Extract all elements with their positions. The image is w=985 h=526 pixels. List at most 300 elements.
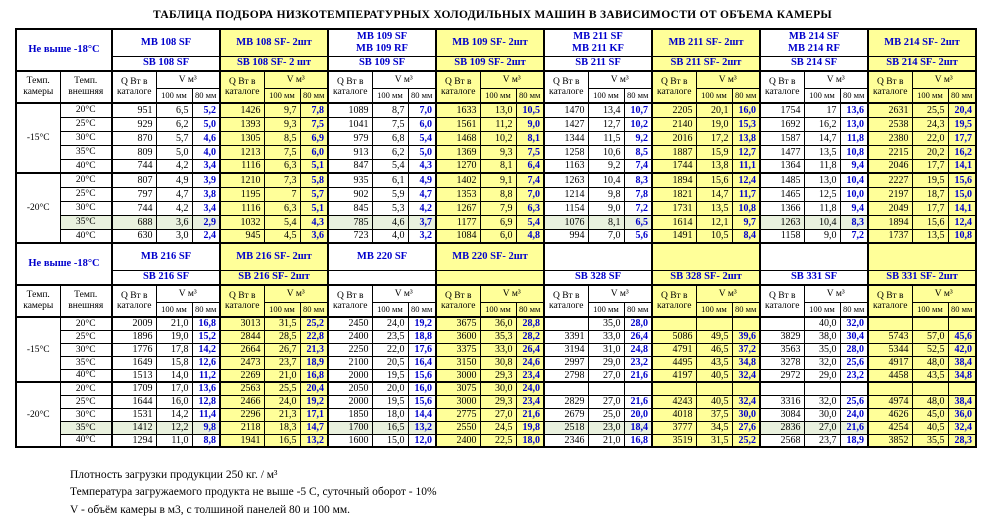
v80-value-cell: 10,7 (624, 103, 652, 117)
mm100-header: 100 мм (804, 88, 840, 103)
q-value-cell: 2400 (328, 330, 372, 343)
q-value-cell: 2346 (544, 434, 588, 447)
v100-value-cell: 19,5 (912, 173, 948, 187)
v80-value-cell: 30,0 (732, 408, 760, 421)
v100-value-cell: 40,5 (696, 369, 732, 382)
v100-value-cell: 13,5 (912, 229, 948, 243)
q-value-cell: 2046 (868, 159, 912, 173)
mm100-header: 100 мм (588, 302, 624, 317)
v80-value-cell: 14,7 (300, 421, 328, 434)
q-value-cell: 1887 (652, 145, 696, 159)
q-value-cell: 1477 (760, 145, 804, 159)
v80-value-cell: 25,6 (840, 356, 868, 369)
q-value-cell: 1076 (544, 215, 588, 229)
v80-value-cell: 10,8 (732, 201, 760, 215)
v100-value-cell: 29,0 (588, 356, 624, 369)
v100-value-cell: 37,5 (696, 408, 732, 421)
q-value-cell: 1353 (436, 187, 480, 201)
v100-value-cell: 45,0 (912, 408, 948, 421)
outside-temp-cell: 25°С (60, 330, 112, 343)
q-value-cell: 3563 (760, 343, 804, 356)
machine-name-mb: МВ 109 SF- 2шт (436, 29, 544, 56)
v80-value-cell: 8,3 (624, 173, 652, 187)
q-value-cell: 1485 (760, 173, 804, 187)
v80-value-cell: 19,2 (408, 317, 436, 330)
q-value-cell: 1294 (112, 434, 156, 447)
v100-value-cell: 16,0 (156, 395, 192, 408)
v100-value-cell: 6,8 (372, 131, 408, 145)
q-value-cell: 2550 (436, 421, 480, 434)
q-value-cell: 3075 (436, 382, 480, 395)
v100-value-cell: 33,0 (588, 330, 624, 343)
v100-value-cell: 24,0 (264, 395, 300, 408)
q-value-cell: 1561 (436, 117, 480, 131)
v-m3-header: V м³ (804, 71, 868, 88)
v80-value-cell: 5,7 (300, 187, 328, 201)
v80-value-cell: 34,8 (732, 356, 760, 369)
v100-value-cell: 30,8 (480, 356, 516, 369)
v80-value-cell: 5,1 (300, 201, 328, 215)
q-value-cell: 3391 (544, 330, 588, 343)
q-value-cell: 4791 (652, 343, 696, 356)
mm80-header: 80 мм (192, 302, 220, 317)
q-value-cell: 1692 (760, 117, 804, 131)
v100-value-cell (912, 382, 948, 395)
v80-value-cell: 39,6 (732, 330, 760, 343)
v100-value-cell: 11,0 (156, 434, 192, 447)
v100-value-cell: 20,2 (912, 145, 948, 159)
q-value-cell: 2775 (436, 408, 480, 421)
v100-value-cell: 13,5 (804, 145, 840, 159)
v-m3-header: V м³ (372, 285, 436, 302)
v80-value-cell: 7,4 (624, 159, 652, 173)
outside-temp-cell: 25°С (60, 117, 112, 131)
v80-value-cell: 3,4 (192, 159, 220, 173)
v80-value-cell: 5,4 (408, 131, 436, 145)
q-value-cell: 744 (112, 201, 156, 215)
v100-value-cell: 17,7 (912, 201, 948, 215)
q-value-cell (760, 382, 804, 395)
v100-value-cell: 32,0 (804, 356, 840, 369)
v80-value-cell: 10,4 (840, 173, 868, 187)
v80-value-cell: 25,6 (840, 395, 868, 408)
v80-value-cell: 32,0 (840, 317, 868, 330)
v100-value-cell: 27,0 (588, 395, 624, 408)
v80-value-cell: 18,9 (840, 434, 868, 447)
v80-value-cell: 9,4 (840, 159, 868, 173)
v100-value-cell: 15,9 (696, 145, 732, 159)
v100-value-cell: 6,2 (372, 145, 408, 159)
v80-value-cell: 4,0 (192, 145, 220, 159)
q-value-cell: 870 (112, 131, 156, 145)
q-value-cell (544, 382, 588, 395)
v80-value-cell: 4,3 (408, 159, 436, 173)
q-value-cell: 4197 (652, 369, 696, 382)
v80-value-cell: 11,2 (192, 369, 220, 382)
v100-value-cell: 21,0 (264, 369, 300, 382)
q-value-cell: 2844 (220, 330, 264, 343)
v100-value-cell: 6,3 (264, 159, 300, 173)
machine-name-mb: МВ 216 SF (112, 243, 220, 270)
v100-value-cell: 30,0 (480, 382, 516, 395)
q-value-cell: 994 (544, 229, 588, 243)
outside-temp-cell: 20°С (60, 103, 112, 117)
machine-name-mb: МВ 220 SF (328, 243, 436, 270)
v80-value-cell: 18,8 (408, 330, 436, 343)
v100-value-cell: 48,0 (912, 356, 948, 369)
v80-value-cell: 7,5 (300, 117, 328, 131)
v100-value-cell: 15,6 (696, 173, 732, 187)
outside-temp-cell: 30°С (60, 343, 112, 356)
v100-value-cell: 29,3 (480, 369, 516, 382)
q-value-cell: 2100 (328, 356, 372, 369)
machine-name-mb: МВ 211 SF МВ 211 KF (544, 29, 652, 56)
v80-value-cell: 28,3 (948, 434, 976, 447)
q-catalog-header: Q Вт в каталоге (436, 285, 480, 317)
q-value-cell: 4974 (868, 395, 912, 408)
q-value-cell: 2631 (868, 103, 912, 117)
q-catalog-header: Q Вт в каталоге (544, 71, 588, 103)
q-value-cell: 945 (220, 229, 264, 243)
v80-value-cell: 16,8 (624, 434, 652, 447)
v-m3-header: V м³ (912, 285, 976, 302)
v80-value-cell: 42,0 (948, 343, 976, 356)
q-value-cell: 3194 (544, 343, 588, 356)
q-catalog-header: Q Вт в каталоге (112, 285, 156, 317)
v80-value-cell: 20,4 (948, 103, 976, 117)
q-value-cell: 1089 (328, 103, 372, 117)
v80-value-cell: 15,2 (192, 330, 220, 343)
q-value-cell: 1587 (760, 131, 804, 145)
mm100-header: 100 мм (912, 302, 948, 317)
v80-value-cell (948, 382, 976, 395)
q-value-cell: 1754 (760, 103, 804, 117)
q-value-cell: 935 (328, 173, 372, 187)
v80-value-cell: 5,0 (192, 117, 220, 131)
v100-value-cell: 19,0 (156, 330, 192, 343)
mm100-header: 100 мм (696, 88, 732, 103)
q-value-cell: 1470 (544, 103, 588, 117)
v80-value-cell: 23,2 (624, 356, 652, 369)
q-value-cell: 3013 (220, 317, 264, 330)
v100-value-cell: 15,0 (372, 434, 408, 447)
outside-temp-cell: 20°С (60, 317, 112, 330)
v100-value-cell: 11,8 (804, 201, 840, 215)
v80-value-cell: 5,4 (516, 215, 544, 229)
outside-temp-cell: 20°С (60, 173, 112, 187)
v80-value-cell: 11,8 (840, 131, 868, 145)
v80-value-cell: 4,2 (408, 201, 436, 215)
v80-value-cell: 7,8 (624, 187, 652, 201)
q-value-cell (544, 317, 588, 330)
q-value-cell: 1116 (220, 201, 264, 215)
v80-value-cell: 5,1 (300, 159, 328, 173)
v80-value-cell: 7,0 (516, 187, 544, 201)
outside-temp-cell: 40°С (60, 369, 112, 382)
v80-value-cell: 16,8 (300, 369, 328, 382)
v80-value-cell: 14,2 (192, 343, 220, 356)
q-value-cell: 3000 (436, 369, 480, 382)
v80-value-cell (732, 382, 760, 395)
v100-value-cell: 17 (804, 103, 840, 117)
q-value-cell: 3316 (760, 395, 804, 408)
q-value-cell: 2000 (328, 369, 372, 382)
v100-value-cell: 20,1 (696, 103, 732, 117)
v80-value-cell: 32,4 (732, 395, 760, 408)
q-value-cell: 913 (328, 145, 372, 159)
outside-temp-cell: 20°С (60, 382, 112, 395)
machine-name-mb (868, 243, 976, 270)
v80-value-cell: 25,2 (300, 317, 328, 330)
mm80-header: 80 мм (840, 88, 868, 103)
v80-value-cell: 3,8 (192, 187, 220, 201)
v100-value-cell: 35,5 (912, 434, 948, 447)
v80-value-cell (948, 317, 976, 330)
q-value-cell: 2215 (868, 145, 912, 159)
v-m3-header: V м³ (264, 71, 328, 88)
v80-value-cell: 34,8 (948, 369, 976, 382)
v80-value-cell: 32,4 (948, 421, 976, 434)
machine-name-mb: МВ 109 SF МВ 109 RF (328, 29, 436, 56)
v100-value-cell (696, 382, 732, 395)
v100-value-cell: 14,7 (804, 131, 840, 145)
mm80-header: 80 мм (408, 302, 436, 317)
q-value-cell: 2563 (220, 382, 264, 395)
v100-value-cell: 12,2 (156, 421, 192, 434)
v80-value-cell: 14,1 (948, 201, 976, 215)
v100-value-cell: 9,1 (480, 173, 516, 187)
v80-value-cell: 5,0 (408, 145, 436, 159)
mm80-header: 80 мм (516, 302, 544, 317)
v80-value-cell: 12,0 (408, 434, 436, 447)
v100-value-cell: 38,0 (804, 330, 840, 343)
v100-value-cell: 25,5 (912, 103, 948, 117)
machine-name-mb: МВ 214 SF МВ 214 RF (760, 29, 868, 56)
v100-value-cell: 16,2 (804, 117, 840, 131)
v100-value-cell (696, 317, 732, 330)
footnote-volume-definition: V - объём камеры в м3, с толшиной панелей 80 и 100 мм. (70, 503, 351, 516)
selection-table (15, 28, 977, 448)
v80-value-cell: 24,6 (516, 356, 544, 369)
q-value-cell: 2466 (220, 395, 264, 408)
v100-value-cell: 5,7 (156, 131, 192, 145)
v100-value-cell (588, 382, 624, 395)
v80-value-cell: 25,2 (732, 434, 760, 447)
v100-value-cell: 9,2 (588, 159, 624, 173)
v80-value-cell: 12,4 (732, 173, 760, 187)
v80-value-cell: 24,0 (516, 382, 544, 395)
v80-value-cell: 7,5 (516, 145, 544, 159)
v100-value-cell: 24,5 (480, 421, 516, 434)
q-value-cell: 3278 (760, 356, 804, 369)
q-value-cell: 1894 (652, 173, 696, 187)
v100-value-cell: 19,0 (696, 117, 732, 131)
q-value-cell (868, 382, 912, 395)
v100-value-cell: 4,2 (156, 159, 192, 173)
outside-temp-cell: 35°С (60, 421, 112, 434)
q-value-cell: 1600 (328, 434, 372, 447)
v80-value-cell: 2,9 (192, 215, 220, 229)
q-value-cell: 979 (328, 131, 372, 145)
mm80-header: 80 мм (516, 88, 544, 103)
q-value-cell: 2016 (652, 131, 696, 145)
v80-value-cell: 16,0 (732, 103, 760, 117)
q-catalog-header: Q Вт в каталоге (328, 285, 372, 317)
machine-name-mb: МВ 211 SF- 2шт (652, 29, 760, 56)
outside-temp-cell: 35°С (60, 145, 112, 159)
v80-value-cell: 5,6 (624, 229, 652, 243)
v100-value-cell: 7,5 (264, 145, 300, 159)
v80-value-cell: 15,0 (948, 187, 976, 201)
v100-value-cell: 35,3 (480, 330, 516, 343)
v80-value-cell: 24,0 (840, 408, 868, 421)
q-value-cell: 2972 (760, 369, 804, 382)
q-value-cell (652, 382, 696, 395)
v80-value-cell: 28,0 (840, 343, 868, 356)
q-value-cell: 3852 (868, 434, 912, 447)
v100-value-cell: 5,3 (372, 201, 408, 215)
q-value-cell: 2798 (544, 369, 588, 382)
v80-value-cell: 9,0 (516, 117, 544, 131)
outside-temp-cell: 40°С (60, 434, 112, 447)
v80-value-cell: 8,5 (624, 145, 652, 159)
v80-value-cell: 7,2 (624, 201, 652, 215)
v80-value-cell: 3,4 (192, 201, 220, 215)
v80-value-cell: 8,4 (732, 229, 760, 243)
q-value-cell (760, 317, 804, 330)
v100-value-cell: 11,5 (588, 131, 624, 145)
v80-value-cell: 8,3 (840, 215, 868, 229)
v80-value-cell: 23,2 (840, 369, 868, 382)
q-value-cell: 1366 (760, 201, 804, 215)
v100-value-cell: 40,5 (696, 395, 732, 408)
q-value-cell: 1427 (544, 117, 588, 131)
machine-name-sb: SB 216 SF (112, 270, 220, 285)
v100-value-cell: 9,0 (588, 201, 624, 215)
q-value-cell: 847 (328, 159, 372, 173)
q-value-cell: 688 (112, 215, 156, 229)
q-value-cell: 1163 (544, 159, 588, 173)
v100-value-cell: 9,3 (264, 117, 300, 131)
v80-value-cell: 6,3 (516, 201, 544, 215)
v-m3-header: V м³ (588, 285, 652, 302)
v100-value-cell: 7,3 (264, 173, 300, 187)
v80-value-cell: 11,7 (732, 187, 760, 201)
q-value-cell: 1195 (220, 187, 264, 201)
q-value-cell: 1468 (436, 131, 480, 145)
machine-name-sb: SB 109 SF (328, 56, 436, 71)
v100-value-cell: 6,3 (264, 201, 300, 215)
v100-value-cell: 40,5 (912, 421, 948, 434)
mm100-header: 100 мм (912, 88, 948, 103)
v80-value-cell: 10,0 (840, 187, 868, 201)
q-value-cell: 3084 (760, 408, 804, 421)
q-value-cell: 2664 (220, 343, 264, 356)
v100-value-cell: 27,0 (480, 408, 516, 421)
v-m3-header: V м³ (156, 285, 220, 302)
machine-name-mb (544, 243, 652, 270)
q-value-cell: 1263 (544, 173, 588, 187)
v80-value-cell: 21,6 (840, 421, 868, 434)
footnote-load-density: Плотность загрузки продукции 250 кг. / м³ (70, 469, 278, 481)
q-value-cell: 1731 (652, 201, 696, 215)
q-value-cell: 2140 (652, 117, 696, 131)
q-value-cell: 1491 (652, 229, 696, 243)
q-value-cell: 2380 (868, 131, 912, 145)
v100-value-cell: 32,0 (804, 395, 840, 408)
q-value-cell: 2829 (544, 395, 588, 408)
v80-value-cell: 13,0 (840, 117, 868, 131)
q-value-cell: 3600 (436, 330, 480, 343)
q-value-cell: 4243 (652, 395, 696, 408)
v80-value-cell: 9,7 (732, 215, 760, 229)
v80-value-cell: 10,2 (624, 117, 652, 131)
v-m3-header: V м³ (696, 285, 760, 302)
mm100-header: 100 мм (156, 88, 192, 103)
v80-value-cell: 9,8 (192, 421, 220, 434)
v100-value-cell: 4,2 (156, 201, 192, 215)
machine-name-sb (436, 270, 544, 285)
v80-value-cell: 21,6 (624, 395, 652, 408)
v-m3-header: V м³ (480, 71, 544, 88)
v80-value-cell: 12,8 (192, 395, 220, 408)
q-value-cell: 723 (328, 229, 372, 243)
q-value-cell: 1737 (868, 229, 912, 243)
outside-temp-cell: 30°С (60, 408, 112, 421)
q-value-cell: 2049 (868, 201, 912, 215)
v80-value-cell: 19,8 (516, 421, 544, 434)
v100-value-cell: 43,5 (912, 369, 948, 382)
v80-value-cell: 4,9 (408, 173, 436, 187)
machine-name-sb: SB 216 SF- 2шт (220, 270, 328, 285)
q-catalog-header: Q Вт в каталоге (868, 285, 912, 317)
q-value-cell: 1084 (436, 229, 480, 243)
q-value-cell: 1154 (544, 201, 588, 215)
v100-value-cell: 22,5 (480, 434, 516, 447)
q-value-cell: 4495 (652, 356, 696, 369)
q-value-cell: 744 (112, 159, 156, 173)
v80-value-cell: 22,8 (300, 330, 328, 343)
v100-value-cell: 30,0 (804, 408, 840, 421)
v100-value-cell: 11,2 (480, 117, 516, 131)
q-value-cell: 1633 (436, 103, 480, 117)
v80-value-cell: 37,2 (732, 343, 760, 356)
v100-value-cell: 14,0 (156, 369, 192, 382)
v-m3-header: V м³ (588, 71, 652, 88)
v100-value-cell: 29,3 (480, 395, 516, 408)
v100-value-cell: 25,5 (264, 382, 300, 395)
v100-value-cell: 4,6 (372, 215, 408, 229)
v100-value-cell: 7 (264, 187, 300, 201)
machine-name-mb (760, 243, 868, 270)
q-catalog-header: Q Вт в каталоге (436, 71, 480, 103)
v100-value-cell: 49,5 (696, 330, 732, 343)
v80-value-cell: 18,9 (300, 356, 328, 369)
v80-value-cell: 3,6 (300, 229, 328, 243)
mm100-header: 100 мм (804, 302, 840, 317)
mm100-header: 100 мм (480, 302, 516, 317)
q-value-cell: 630 (112, 229, 156, 243)
v80-value-cell: 17,7 (948, 131, 976, 145)
q-value-cell: 2050 (328, 382, 372, 395)
v100-value-cell: 12,7 (588, 117, 624, 131)
v-m3-header: V м³ (696, 71, 760, 88)
outside-temp-cell: 35°С (60, 215, 112, 229)
v80-value-cell: 2,4 (192, 229, 220, 243)
q-value-cell: 1896 (112, 330, 156, 343)
v100-value-cell: 23,7 (264, 356, 300, 369)
machine-name-sb: SB 108 SF- 2 шт (220, 56, 328, 71)
